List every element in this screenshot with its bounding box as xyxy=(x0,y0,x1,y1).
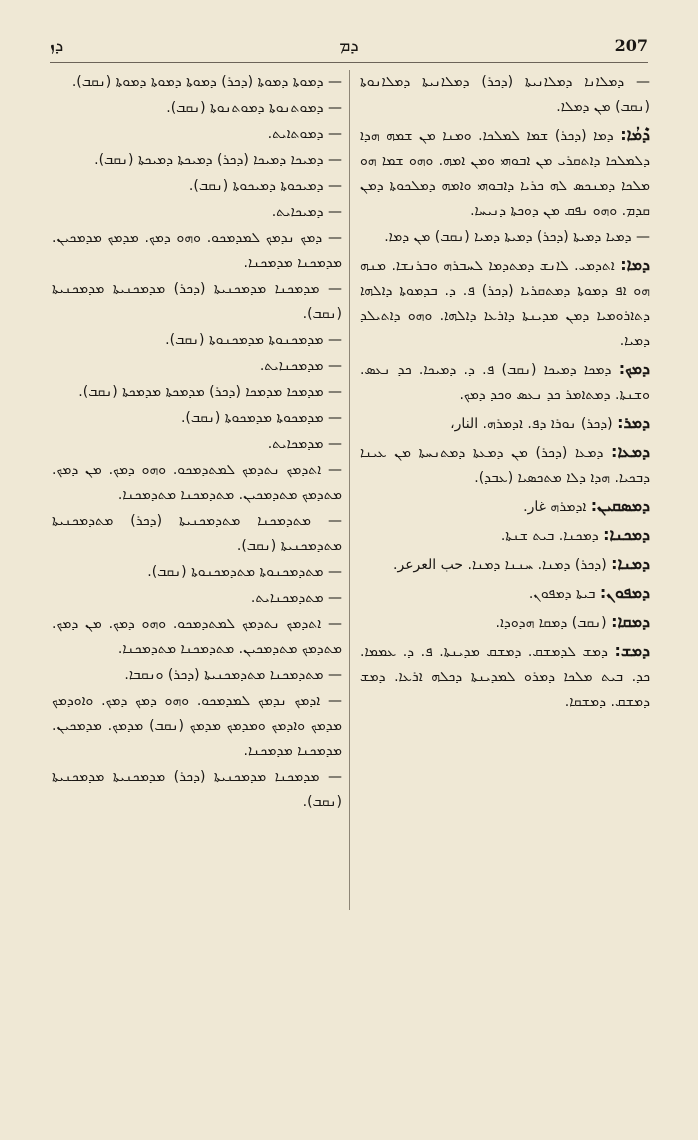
entry-headword: ܕܡܟ: xyxy=(618,359,650,378)
entry-text: (ܕܟܪ) ܢܘܪܐ ܕܦ. ܐܕܡܪܗ. xyxy=(478,416,618,432)
dictionary-subentry xyxy=(52,122,342,147)
entry-text: — ܡܕܡܟܢܘܬܐ ܡܕܡܟܢܘܬܐ (ܢܩܒ). xyxy=(165,332,342,348)
entry-text: (ܢܩܒ) ܕܡܩܐ ܗܕܘܕܐ. xyxy=(495,615,612,631)
entry-headword: ܕܡܢܐ: xyxy=(611,554,650,573)
dictionary-subentry xyxy=(52,328,342,353)
entry-headword: ܕܡܦܘܢ: xyxy=(599,583,650,602)
dictionary-subentry xyxy=(52,70,342,95)
entry-text: — ܕܡܝܟܐܝܬ. xyxy=(271,204,342,220)
entry-text: ܕܡܥܐ (ܕܟܪ) ܡܢ ܕܡܥܬܐ ܕܡܬܢܚܬܐ ܡܢ ܥܝܢܐ ܕܒܟܝܐ. ܗܕܐ ܕܠܐ ܡܬܟܣܝܐ (ܥܒܕ). xyxy=(360,445,650,486)
page-number: 207 xyxy=(614,36,648,55)
dictionary-subentry xyxy=(360,70,650,120)
entry-text: — ܐܕܡܟ ܢܕܡܟ ܠܡܕܡܟܘ. ܘܗܘ ܕܡܟ ܕܡܟ. ܘܐܘܕܡܟ ܡܕܡܟ ܘܐܕܡܟ ܘܡܕܡܟ ܡܕܡܟ (ܢܩܒ) ܡܕܡܟ. ܡܕܡܟܝܢ. ܡܕܡܟܢܐ ܡܕܡܟܢܐ. xyxy=(52,693,342,759)
arabic-gloss: النار، xyxy=(450,416,479,432)
entry-text: — ܕܡܝܟܐ ܕܡܝܟܐ (ܕܟܪ) ܕܡܝܟܬܐ ܕܡܝܟܬܐ (ܢܩܒ). xyxy=(94,152,342,168)
dictionary-entry xyxy=(360,356,650,408)
left-column xyxy=(52,70,342,1060)
entry-text: ܐܕܡܪܗ xyxy=(545,499,591,515)
dictionary-entry xyxy=(360,122,650,224)
dictionary-subentry xyxy=(52,200,342,225)
entry-text: — ܡܕܡܟܐܝܬ. xyxy=(267,436,342,452)
dictionary-subentry xyxy=(360,225,650,250)
entry-text: — ܕܡܘܬܐ ܕܡܘܬܐ (ܕܟܪ) ܕܡܘܬܐ ܕܡܘܬܐ ܕܡܘܬܐ (ܢܩܒ). xyxy=(71,74,342,90)
entry-headword: ܕܡܥܐ: xyxy=(611,442,650,461)
entry-text: ܕܡܫ ܠܕܡܫܩ. ܕܡܫܩ ܡܕܝܢܬܐ. ܦ. ܕ. ܥܡܡܐ. ܟܕ. ܒܝܬ ܡܠܟܐ ܕܡܪܘ ܠܡܕܝܢܬܐ ܕܟܠܗ ܐܪܥܐ. ܕܡܫ ܕܡܫܩ. ܕܡܫܩܐ. xyxy=(360,644,650,710)
entry-text: — ܡܬܕܡܟܢܐ ܡܬܕܡܟܢܝܬܐ (ܕܟܪ) ܘܢܩܒܐ. xyxy=(124,667,342,683)
entry-text: — ܡܬܕܡܟܢܐ ܡܬܕܡܟܢܝܬܐ (ܕܟܪ) ܡܬܕܡܟܢܝܬܐ ܡܬܕܡܟܢܝܬܐ (ܢܩܒ). xyxy=(52,513,342,554)
entry-headword: ܕܶܡܳܐ: xyxy=(620,125,650,144)
dictionary-subentry xyxy=(52,354,342,379)
entry-text: — ܐܬܕܡܟ ܢܬܕܡܟ ܠܡܬܕܡܟܘ. ܘܗܘ ܕܡܟ. ܡܢ ܕܡܟ. ܡܬܕܡܟ ܡܬܕܡܟܝܢ. ܡܬܕܡܟܢܐ ܡܬܕܡܟܢܐ. xyxy=(52,616,342,657)
entry-text: ܕܡܟܐ ܕܡܝܟܐ (ܢܩܒ) ܦ. ܕ. ܕܡܝܟܐ. ܟܕ ܢܥܣ. ܘܫܢܬܐ. ܕܡܬܐܡܪ ܟܕ ܢܥܣ ܘܟܕ ܕܡܟ. xyxy=(360,362,650,403)
entry-text: ܕܡܟܢܐ. ܒܝܬ ܫܢܬܐ. xyxy=(500,528,604,544)
entry-text: — ܡܕܡܟܢܐܝܬ. xyxy=(259,358,342,374)
entry-text: — ܐܬܕܡܟ ܢܬܕܡܟ ܠܡܬܕܡܟܘ. ܘܗܘ ܕܡܟ. ܡܢ ܕܡܟ. ܡܬܕܡܟ ܡܬܕܡܟܝܢ. ܡܬܕܡܟܢܐ ܡܬܕܡܟܢܐ. xyxy=(52,462,342,503)
dictionary-subentry xyxy=(52,765,342,815)
entry-text: ܐܬܕܡܝ. ܠܐܢܫ ܕܡܬܕܡܐ ܠܚܒܪܗ ܘܒܪܢܫܐ. ܡܢܗ ܗܘ ܐܦ ܕܡܘܬܐ ܕܡܬܩܪܝܐ (ܕܟܪ) ܦ. ܕ. ܒܕܡܘܬܐ ܕܐܠܗܐ ܕܬܐܪܘܡܝܐ ܕܡܢ ܡܕܝܢܬܐ ܕܐܪܥܐ ܕܐܠܗܐ. ܘܗܘ ܕܐܬܝܠܕ ܕܡܝܐ. xyxy=(360,258,650,349)
dictionary-entry xyxy=(360,609,650,636)
entry-columns xyxy=(52,70,650,1060)
entry-headword: ܕܡܩܐ: xyxy=(611,612,650,631)
dictionary-subentry xyxy=(52,432,342,457)
entry-text: — ܡܬܕܡܟܢܐܝܬ. xyxy=(250,590,342,606)
dictionary-entry xyxy=(360,439,650,491)
entry-headword: ܕܡܪ: xyxy=(617,413,650,432)
dictionary-subentry xyxy=(52,380,342,405)
dictionary-subentry xyxy=(52,96,342,121)
dictionary-subentry xyxy=(52,458,342,508)
page-header xyxy=(50,36,648,60)
arabic-gloss: حب العرعر. xyxy=(393,557,464,573)
dictionary-subentry xyxy=(52,612,342,662)
dictionary-entry xyxy=(360,551,650,578)
entry-headword: ܕܡܣܩܝܢ: xyxy=(590,496,650,515)
header-center-guide-word: ܕܡ xyxy=(339,36,359,56)
dictionary-subentry xyxy=(52,586,342,611)
header-left-guide-word: ܕܙ xyxy=(50,36,64,56)
entry-text: ܒܝܬܐ ܕܡܦܘܢ. xyxy=(528,586,600,602)
entry-text: (ܕܟܪ) ܕܡܢܐ. ܚܢܢܐ ܕܡܢܐ. xyxy=(463,557,612,573)
entry-text: — ܕܡܘܬܐܝܬ. xyxy=(267,126,342,142)
dictionary-entry xyxy=(360,638,650,715)
entry-headword: ܕܡܟܢܐ: xyxy=(603,525,650,544)
dictionary-subentry xyxy=(52,226,342,276)
dictionary-subentry xyxy=(52,663,342,688)
dictionary-entry xyxy=(360,493,650,520)
dictionary-subentry xyxy=(52,174,342,199)
entry-text: — ܡܕܡܟܢܐ ܡܕܡܟܢܝܬܐ (ܕܟܪ) ܡܕܡܟܢܝܬܐ ܡܕܡܟܢܝܬܐ (ܢܩܒ). xyxy=(52,281,342,322)
arabic-gloss: غار. xyxy=(523,499,546,515)
entry-text: — ܕܡܟ ܢܕܡܟ ܠܡܕܡܟܘ. ܘܗܘ ܕܡܟ. ܡܕܡܟ ܡܕܡܟܝܢ. ܡܕܡܟܢܐ ܡܕܡܟܢܐ. xyxy=(52,230,342,271)
column-divider xyxy=(349,70,350,910)
entry-text: — ܡܕܡܟܐ ܡܕܡܟܐ (ܕܟܪ) ܡܕܡܟܬܐ ܡܕܡܟܬܐ (ܢܩܒ). xyxy=(78,384,342,400)
entry-text: — ܡܕܡܟܢܐ ܡܕܡܟܢܝܬܐ (ܕܟܪ) ܡܕܡܟܢܝܬܐ ܡܕܡܟܢܝܬܐ (ܢܩܒ). xyxy=(52,769,342,810)
dictionary-entry xyxy=(360,580,650,607)
entry-text: — ܕܡܝܐ ܕܡܝܬܐ (ܕܟܪ) ܕܡܝܬܐ ܕܡܝܐ (ܢܩܒ) ܡܢ ܕܡܐ. xyxy=(384,229,650,245)
right-column xyxy=(360,70,650,1060)
dictionary-subentry xyxy=(52,406,342,431)
dictionary-entry xyxy=(360,522,650,549)
entry-headword: ܕܡܐ: xyxy=(620,255,650,274)
dictionary-subentry xyxy=(52,148,342,173)
dictionary-subentry xyxy=(52,509,342,559)
entry-headword: ܕܡܫ: xyxy=(614,641,650,660)
entry-text: ܕܡܐ (ܕܟܪ) ܫܡܐ ܠܡܠܟܐ. ܘܡܢܐ ܡܢ ܫܡܗ ܗܕܐ ܕܠܡܠܟܐ ܕܐܬܩܪܝ ܡܢ ܐܒܘܗܝ ܘܡܢ ܐܡܗ. ܘܗܘ ܫܡܐ ܗܘ ܡܠܟܐ ܕܡܢܟܣ ܠܗ ܟܪܝܐ ܕܐܒܘܗܝ ܘܐܡܗ ܕܡܠܟܘܬܐ ܕܡܢ ܩܕܡ. ܘܗܘ ܢܦܩ ܡܢ ܕܘܟܬܐ ܕܢܝܚܐ. xyxy=(360,128,650,219)
header-rule xyxy=(50,62,648,63)
entry-text: — ܕܡܠܐܢܐ ܕܡܠܐܢܝܬܐ (ܕܟܪ) ܕܡܠܐܢܝܬܐ ܕܡܠܐܢܘܬܐ (ܢܩܒ) ܡܢ ܕܡܠܐ. xyxy=(360,74,650,115)
dictionary-subentry xyxy=(52,689,342,764)
dictionary-subentry xyxy=(52,277,342,327)
entry-text: — ܡܬܕܡܟܢܘܬܐ ܡܬܕܡܟܢܘܬܐ (ܢܩܒ). xyxy=(147,564,342,580)
entry-text: — ܕܡܘܬܢܘܬܐ ܕܡܘܬܢܘܬܐ (ܢܩܒ). xyxy=(166,100,342,116)
dictionary-subentry xyxy=(52,560,342,585)
entry-text: — ܡܕܡܟܘܬܐ ܡܕܡܟܘܬܐ (ܢܩܒ). xyxy=(180,410,342,426)
dictionary-entry xyxy=(360,252,650,354)
dictionary-entry xyxy=(360,410,650,437)
entry-text: — ܕܡܝܟܘܬܐ ܕܡܝܟܘܬܐ (ܢܩܒ). xyxy=(188,178,342,194)
